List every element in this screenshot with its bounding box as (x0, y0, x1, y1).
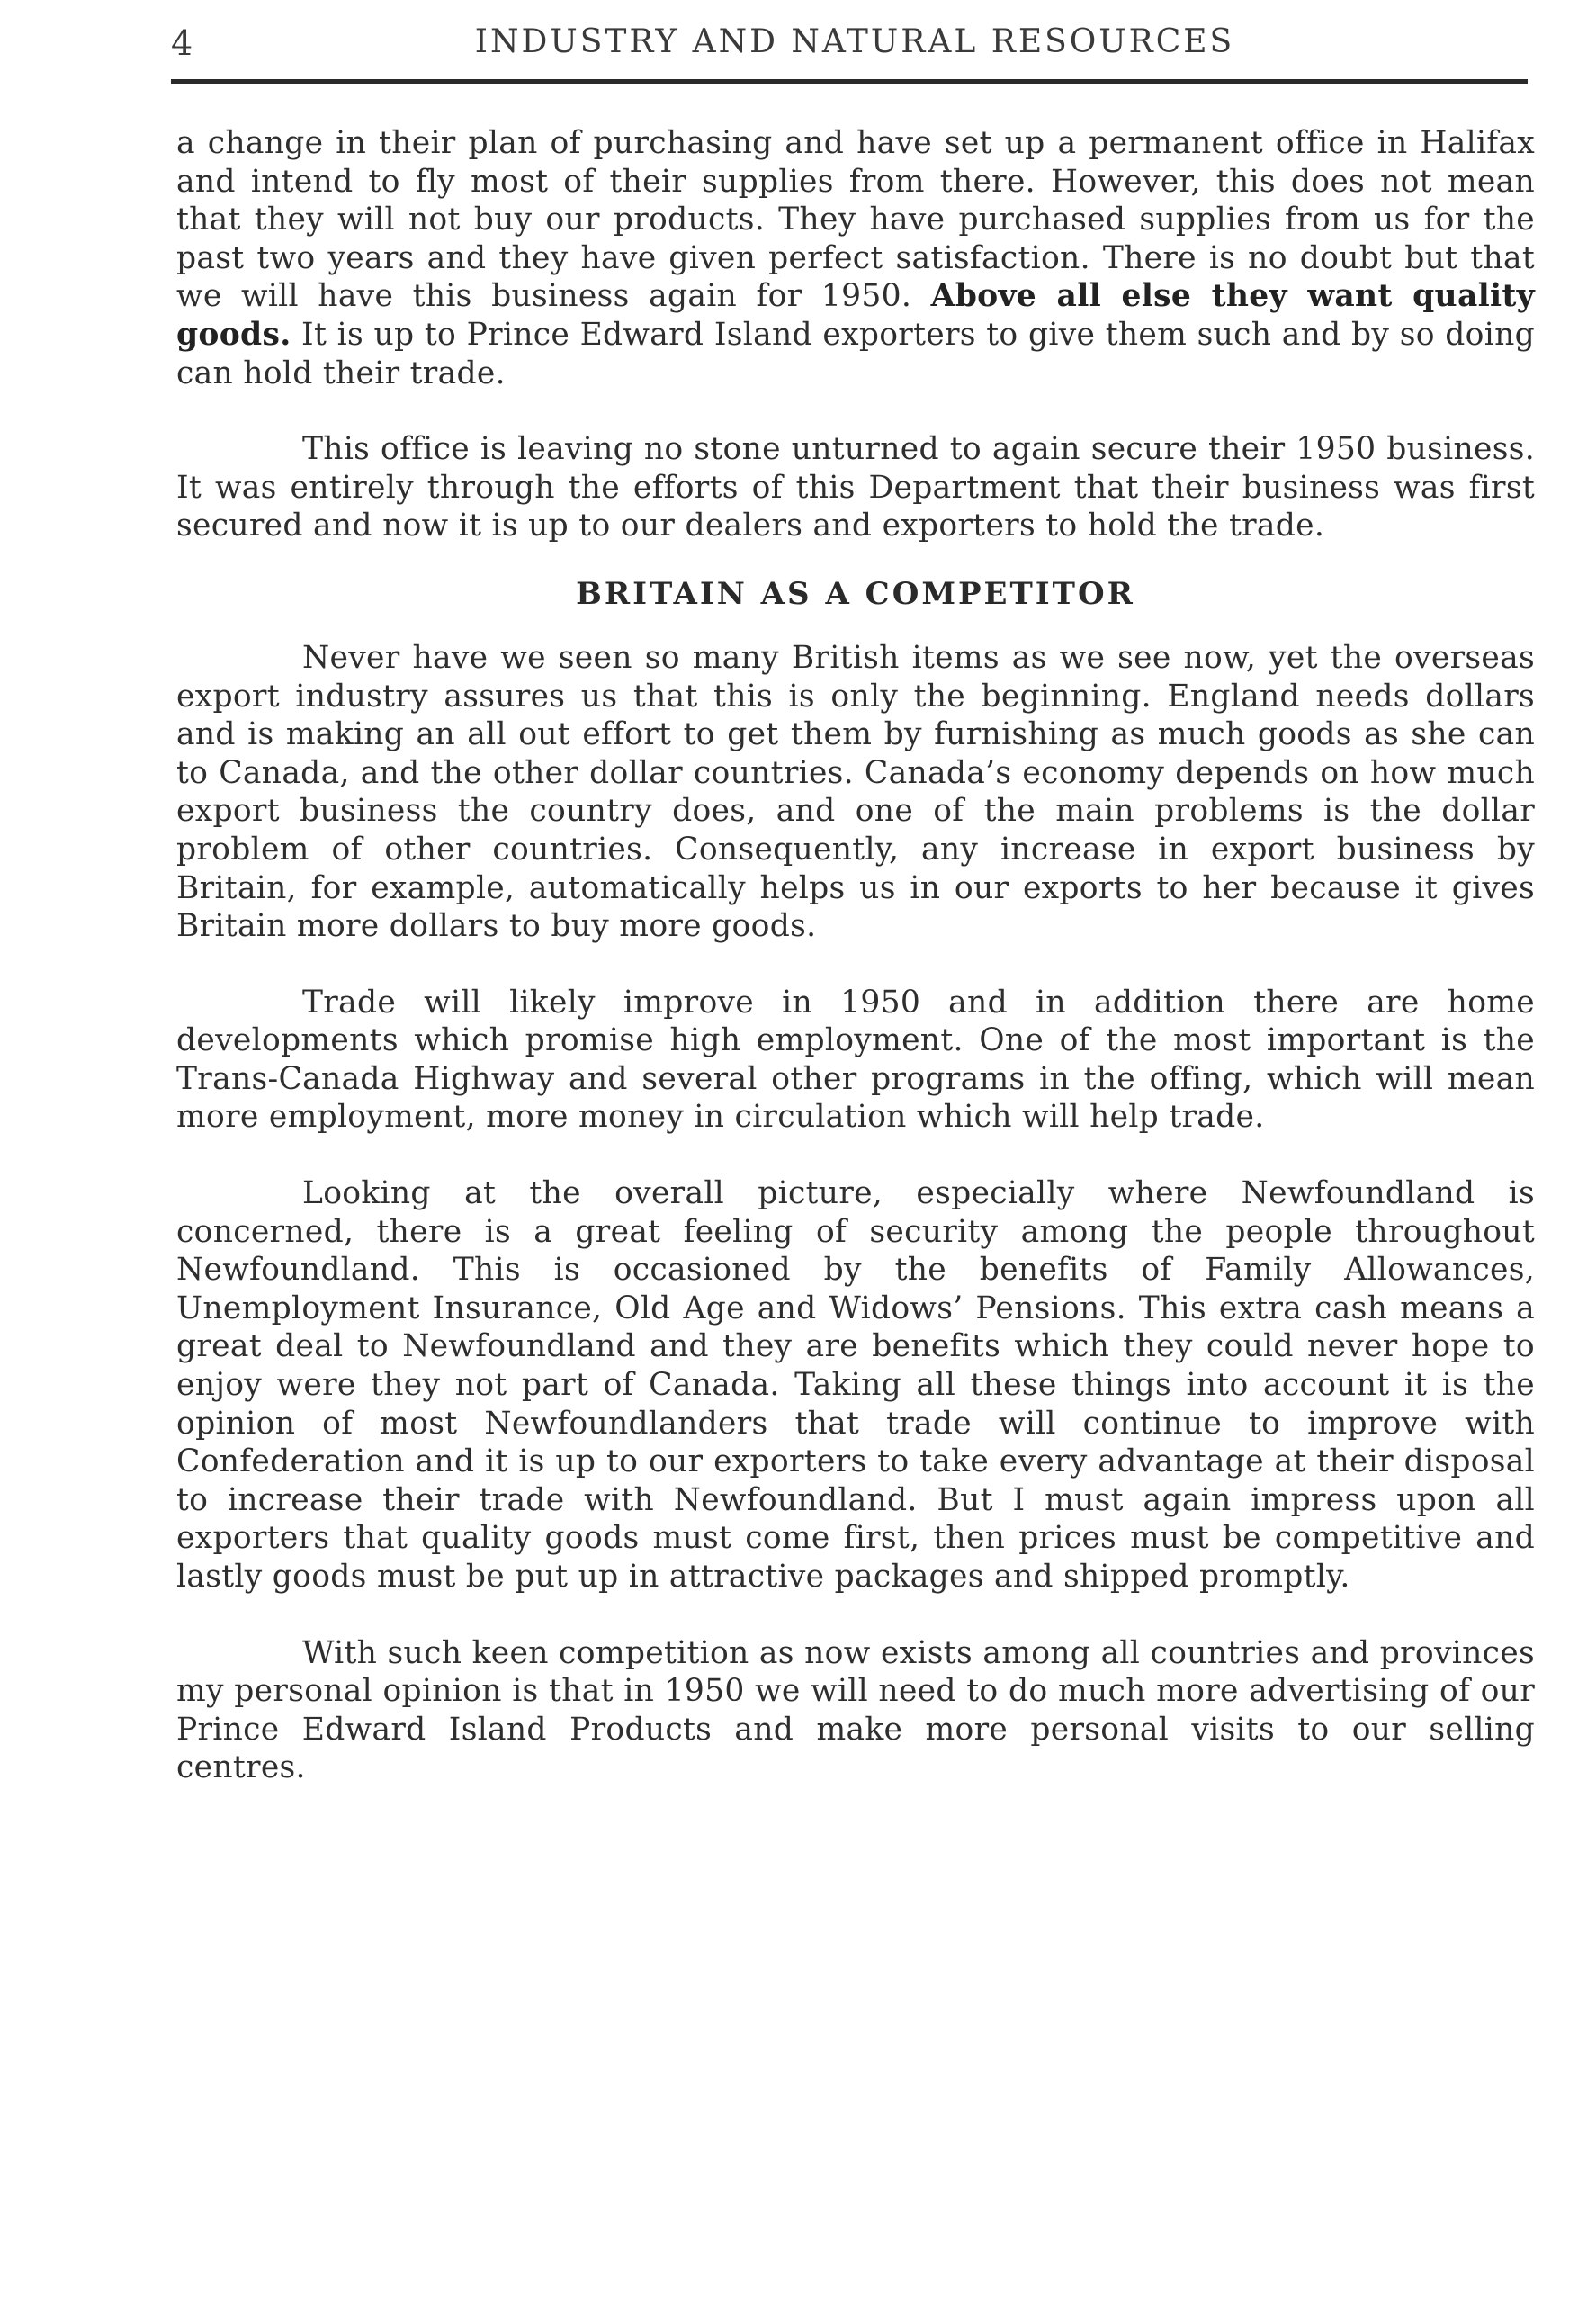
section-heading: BRITAIN AS A COMPETITOR (576, 575, 1135, 612)
paragraph-continued (176, 124, 1535, 392)
paragraph: Looking at the overall picture, especially where Newfoundland is concerned, there is a great feeling of security among the people throughout Newfoundland. This is occasioned by the benefits of Family Allowances, Unemployment Insurance, Old Age and Widows’ Pensions. This extra cash means a great deal to Newfoundland and they are benefits which they could never hope to enjoy were they not part of Canada. Taking all these things into account it is the opinion of most Newfoundlanders that trade will continue to improve with Confederation and it is up to our exporters to take every advantage at their disposal to increase their trade with Newfoundland. But I must again impress upon all exporters that quality goods must come first, then prices must be competitive and lastly goods must be put up in attractive packages and shipped promptly. (176, 1175, 1535, 1595)
paragraph: This office is leaving no stone unturned to again secure their 1950 business. It was entirely through the efforts of this Department that their business was first secured and now it is up to our dealers and exporters to hold the trade. (176, 431, 1535, 544)
paragraph-text: It is up to Prince Edward Island exporters to give them such and by so doing can hold their trade. (176, 316, 1535, 391)
paragraph: With such keen competition as now exists among all countries and provinces my personal opinion is that in 1950 we will need to do much more advertising of our Prince Edward Island Products and make more personal visits to our selling centres. (176, 1634, 1535, 1786)
header-rule (171, 79, 1528, 84)
emphasized-text: Above all else they want quality goods. (176, 278, 1535, 353)
body-text (176, 124, 1535, 1825)
page-number: 4 (171, 23, 194, 63)
paragraph: Trade will likely improve in 1950 and in addition there are home developments which promise high employment. One of the most important is the Trans-Canada Highway and several other programs in the offing, which will mean more employment, more money in circulation which will help trade. (176, 984, 1535, 1136)
paragraph-text: a change in their plan of purchasing and have set up a permanent office in Halifax and intend to fly most of their supplies from there. However, this does not mean that they will not buy our products. They have purchased supplies from us for the past two years and they have given perfect satisfaction. There is no doubt but that we will have this business again for 1950. (176, 125, 1535, 315)
page-header (171, 20, 1538, 72)
running-title: INDUSTRY AND NATURAL RESOURCES (474, 23, 1235, 60)
paragraph: Never have we seen so many British items as we see now, yet the overseas export industry assures us that this is only the beginning. England needs dollars and is making an all out effort to get them by furnishing as much goods as she can to Canada, and the other dollar countries. Canada’s economy depends on how much export business the country does, and one of the main problems is the dollar problem of other countries. Consequently, any increase in export business by Britain, for example, automatically helps us in our exports to her because it gives Britain more dollars to buy more goods. (176, 639, 1535, 945)
